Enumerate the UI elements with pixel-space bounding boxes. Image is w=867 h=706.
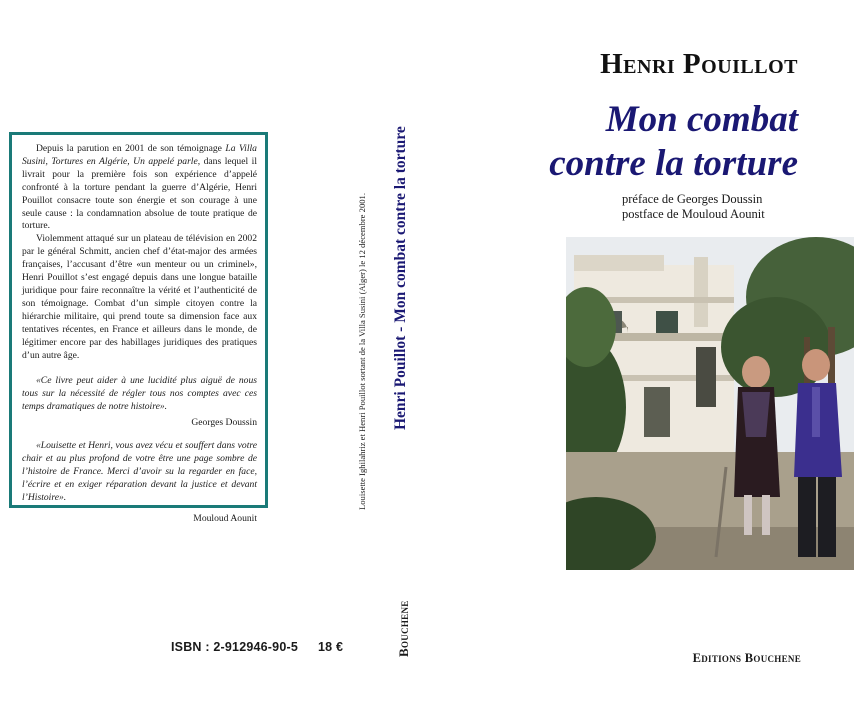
isbn: ISBN : 2-912946-90-5 — [171, 640, 298, 654]
postface-credit: postface de Mouloud Aounit — [622, 207, 765, 221]
cover-photo — [566, 237, 854, 570]
preface-credit: préface de Georges Doussin — [622, 192, 763, 206]
blurb-paragraph-2: Violemment attaqué sur un plateau de télévision en 2002 par le général Schmitt, ancien chef d’état-major des armées françaises, l’accusant d’être «un menteur ou un criminel», Henri Pouillot s’est engagé depuis dans une longue bataille juridique pour faire reconnaître la vérité et l’authenticité de son témoignage. Combat d’un simple citoyen contre la hiérarchie militaire, qui prend toute sa dimension face aux tentatives récentes, en France et ailleurs dans le monde, de légitimer encore par des habillages juridiques des pratiques d’un autre âge. — [22, 233, 257, 361]
book-title-line-1: Mon combat — [605, 99, 798, 140]
spine-publisher: Bouchene — [396, 600, 411, 657]
blurb-paragraph-1 — [22, 143, 257, 233]
book-title-line-2: contre la torture — [549, 143, 798, 184]
credits — [622, 192, 765, 222]
cover-photo-illustration — [566, 237, 854, 570]
isbn-price-line — [171, 640, 343, 654]
quote-aounit: «Louisette et Henri, vous avez vécu et souffert dans votre chair et au plus profond de votre être une page sombre de l’histoire de France. Merci d’avoir su la regarder en face, l’écrire et en exiger réparation devant la justice et devant l’Histoire». — [22, 440, 257, 503]
quote-doussin: «Ce livre peut aider à une lucidité plus aiguë de nous tous sur la nécessité de régler tous nos comptes avec ces temps dramatiques de notre histoire». — [22, 375, 257, 413]
back-cover-blurb-box — [9, 132, 268, 524]
blurb-p1-text-end: , dans lequel il livrait pour la première fois son expérience d’appelé confronté à la torture pendant la guerre d’Algérie, Henri Pouillot consacre toute son énergie et son courage à une seule cause : la condamnation absolue de toute pratique de torture. — [22, 155, 257, 232]
spine-title: Henri Pouillot - Mon combat contre la torture — [392, 126, 409, 430]
book-title — [549, 98, 798, 186]
price: 18 € — [317, 640, 344, 654]
blurb-p1-book-title: La Villa Susini, Tortures en Algérie, Un appelé parle — [22, 143, 257, 167]
photo-caption: Louisette Ighilahriz et Henri Pouillot sortant de la Villa Susini (Alger) le 12 décembre 2001. — [357, 193, 367, 510]
quote-doussin-author: Georges Doussin — [191, 417, 257, 429]
front-publisher: Editions Bouchene — [692, 651, 801, 665]
blurb-p1-text: Depuis la parution en 2001 de son témoignage — [36, 143, 226, 154]
author-name: Henri Pouillot — [600, 48, 798, 80]
quote-aounit-author: Mouloud Aounit — [193, 512, 257, 524]
